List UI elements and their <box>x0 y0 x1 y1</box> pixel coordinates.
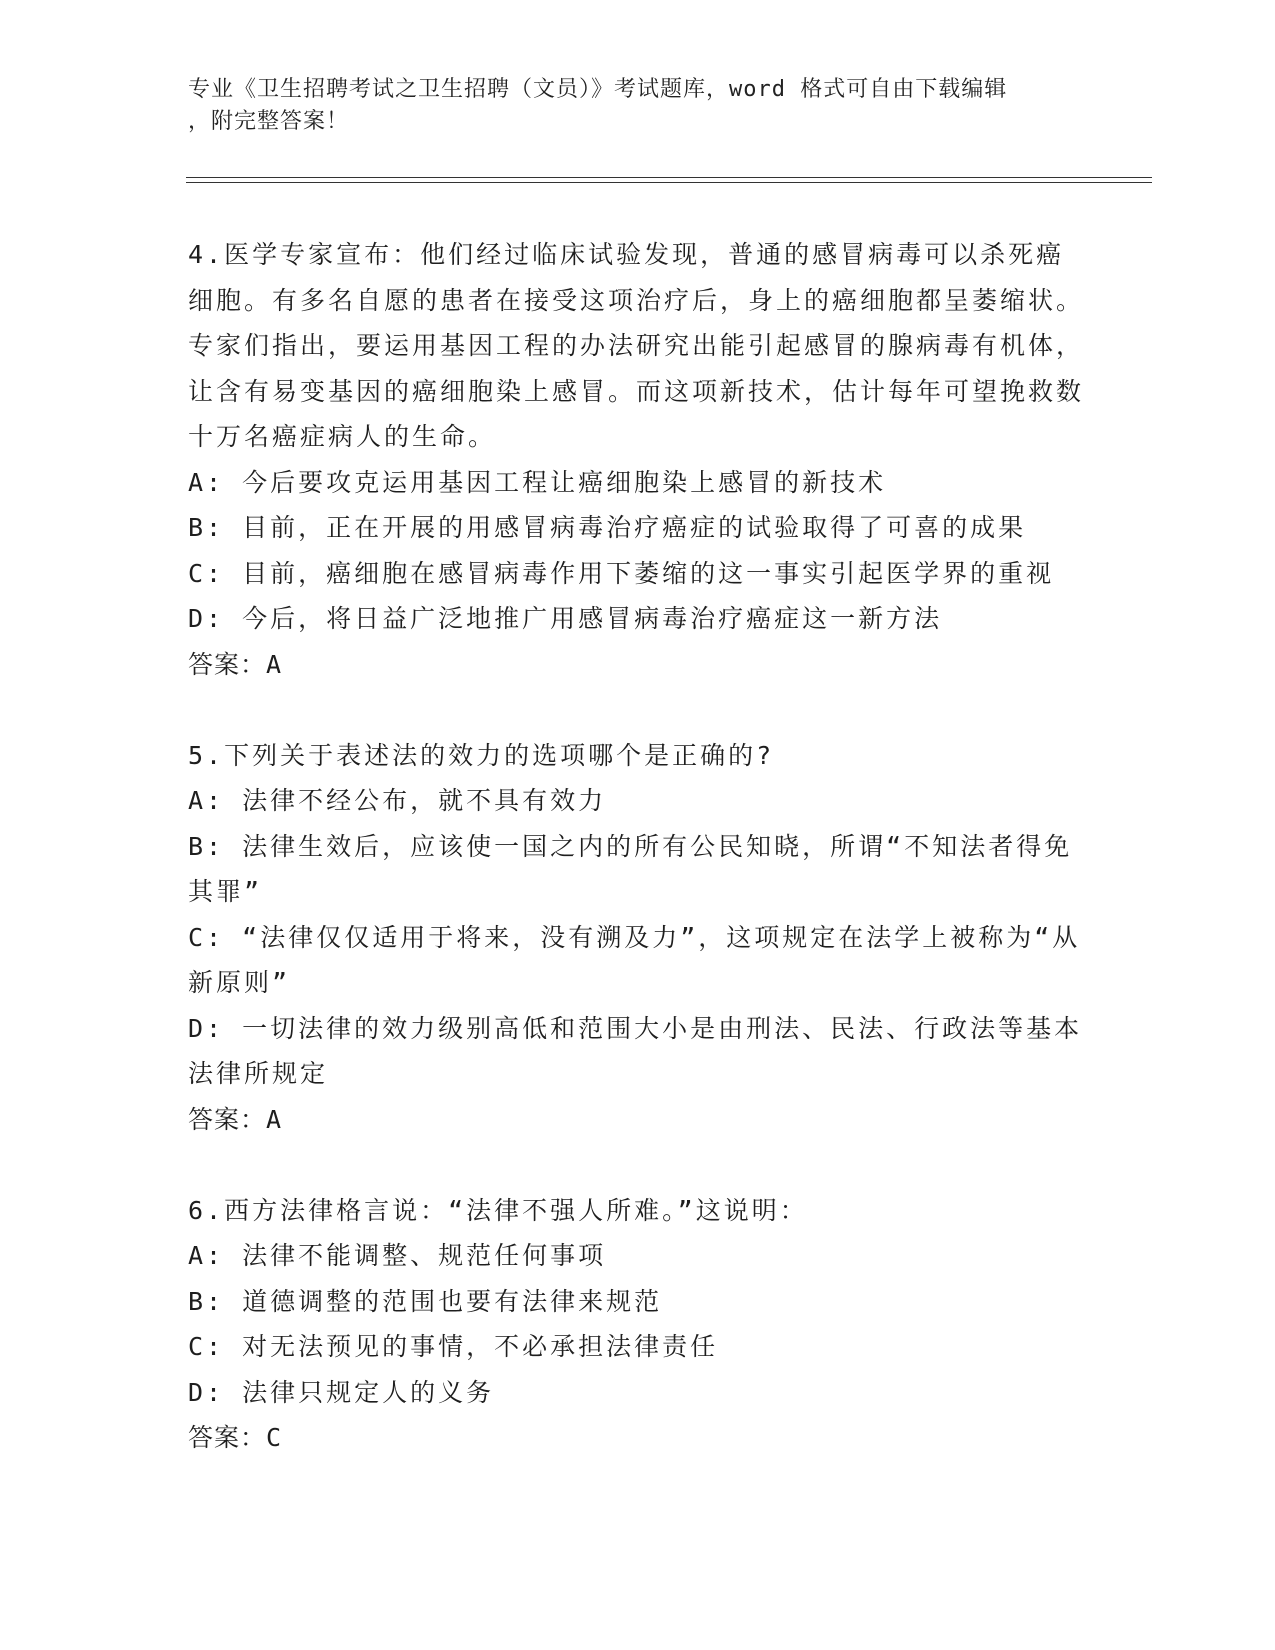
option-d: D: 今后，将日益广泛地推广用感冒病毒治疗癌症这一新方法 <box>188 604 943 633</box>
option-c: C: 对无法预见的事情，不必承担法律责任 <box>188 1332 719 1361</box>
header-line-1: 专业《卫生招聘考试之卫生招聘（文员）》考试题库，word 格式可自由下载编辑 <box>188 77 1008 102</box>
answer-line <box>188 642 1088 688</box>
question-list <box>188 232 1088 1461</box>
option-a: A: 法律不能调整、规范任何事项 <box>188 1241 607 1270</box>
answer-label: 答案： <box>188 1423 267 1452</box>
option-a: A: 法律不经公布，就不具有效力 <box>188 786 607 815</box>
question-stem: 5.下列关于表述法的效力的选项哪个是正确的? <box>188 740 775 770</box>
header-line-2: ，附完整答案！ <box>188 109 350 134</box>
answer-value: C <box>266 1423 283 1452</box>
document-header <box>188 74 1068 138</box>
header-divider-bottom <box>186 182 1152 183</box>
question-stem: 6.西方法律格言说：“法律不强人所难。”这说明： <box>188 1195 808 1225</box>
option-d: D: 一切法律的效力级别高低和范围大小是由刑法、民法、行政法等基本法律所规定 <box>188 1013 1083 1088</box>
answer-line <box>188 1097 1088 1143</box>
option-b: B: 目前，正在开展的用感冒病毒治疗癌症的试验取得了可喜的成果 <box>188 513 1027 542</box>
option-a: A: 今后要攻克运用基因工程让癌细胞染上感冒的新技术 <box>188 467 887 497</box>
answer-value: A <box>266 649 283 679</box>
answer-value: A <box>266 1104 283 1134</box>
option-b: B: 道德调整的范围也要有法律来规范 <box>188 1286 663 1316</box>
option-c: C: 目前，癌细胞在感冒病毒作用下萎缩的这一事实引起医学界的重视 <box>188 558 1055 588</box>
answer-line <box>188 1415 1088 1461</box>
option-c: C: “法律仅仅适用于将来，没有溯及力”，这项规定在法学上被称为“从新原则” <box>188 922 1081 997</box>
answer-label: 答案： <box>188 1104 267 1134</box>
option-d: D: 法律只规定人的义务 <box>188 1377 495 1407</box>
option-b: B: 法律生效后，应该使一国之内的所有公民知晓，所谓“不知法者得免其罪” <box>188 831 1073 906</box>
answer-label: 答案： <box>188 649 267 679</box>
question-4 <box>188 232 1088 687</box>
question-5 <box>188 733 1088 1143</box>
question-6 <box>188 1188 1088 1461</box>
header-divider-top <box>186 177 1152 178</box>
question-stem: 4.医学专家宣布：他们经过临床试验发现，普通的感冒病毒可以杀死癌细胞。有多名自愿的患者在接受这项治疗后，身上的癌细胞都呈萎缩状。专家们指出，要运用基因工程的办法研究出能引起感冒的腺病毒有机体，让含有易变基因的癌细胞染上感冒。而这项新技术，估计每年可望挽救数十万名癌症病人的生命。 <box>188 240 1085 451</box>
